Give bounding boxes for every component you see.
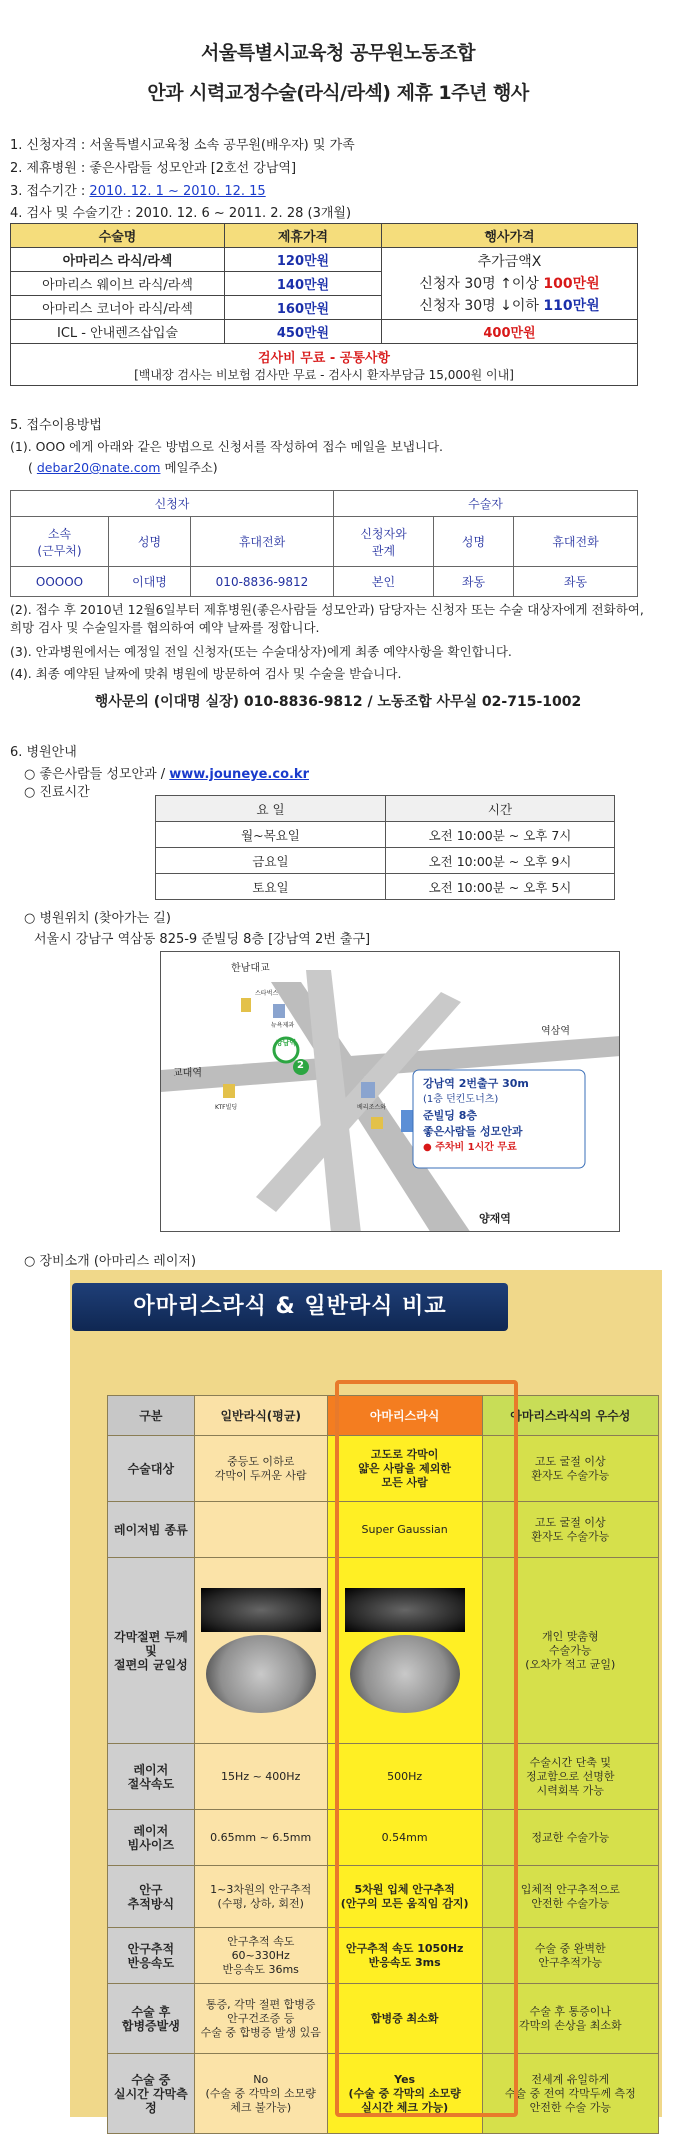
hours-day: 금요일: [156, 848, 386, 874]
event-under30-label: 신청자 30명 ↓이하: [419, 297, 544, 314]
map-info-4: 좋은사람들 성모안과: [423, 1125, 523, 1138]
cmp-cell: 15Hz ~ 400Hz: [194, 1744, 327, 1810]
cmp-cell: Yes (수술 중 각막의 소모량 실시간 체크 가능): [327, 2054, 482, 2134]
patient-group: 수술자: [334, 491, 638, 517]
cmp-cell: 통증, 각막 절편 합병증 안구건조증 등 수술 중 합병증 발생 있음: [194, 1984, 327, 2054]
cmp-cell: 정교한 수술가능: [482, 1810, 658, 1866]
cmp-cell: 합병증 최소화: [327, 1984, 482, 2054]
contact-line: 행사문의 (이대명 실장) 010-8836-9812 / 노동조합 사무실 02-715-1002: [94, 694, 582, 710]
cmp-cell: 0.65mm ~ 6.5mm: [194, 1810, 327, 1866]
cmp-cell: 고도 굴절 이상 환자도 수술가능: [482, 1502, 658, 1558]
col-org: 소속 (근무처): [11, 517, 109, 567]
building-ktf: [223, 1084, 235, 1098]
info-period-label: 3. 접수기간 :: [10, 184, 90, 199]
event-row-name: 아마리스 웨이브 라식/라섹: [11, 272, 225, 296]
event-free-line: 검사비 무료 - 공통사항: [258, 350, 390, 366]
event-header-event: 행사가격: [382, 224, 638, 248]
val-phone: 010-8836-9812: [191, 567, 334, 597]
section5-line2: (2). 접수 후 2010년 12월6일부터 제휴병원(좋은사람들 성모안과) 담당자는 신청자 또는 수술 대상자에게 전화하여, 희망 검사 및 수술일자를 협의하여 예약 날짜를 정합니다.: [10, 602, 644, 635]
cmp-cell: 전세계 유일하게 수술 중 전여 각막두께 측정 안전한 수술 가능: [482, 2054, 658, 2134]
cmp-cell: 레이저 빔사이즈: [108, 1810, 195, 1866]
event-under30: [386, 295, 633, 317]
map-info-1: 강남역 2번출구 30m: [423, 1077, 529, 1090]
table-row: [11, 567, 638, 597]
map-label-yeoksam: 역삼역: [541, 1026, 570, 1037]
col-phone: 휴대전화: [191, 517, 334, 567]
hours-header-time: 시간: [386, 796, 615, 822]
cmp-header-general: 일반라식(평균): [194, 1396, 327, 1436]
col-name: 성명: [109, 517, 191, 567]
map-info-3: 준빌딩 8층: [423, 1109, 477, 1122]
table-row: [108, 2054, 659, 2134]
map-label-gyodae: 교대역: [173, 1068, 202, 1079]
cmp-cell-images-amaris: [327, 1558, 482, 1744]
event-row-name: ICL - 안내렌즈삽입술: [11, 320, 225, 344]
cmp-cell: 고도 굴절 이상 환자도 수술가능: [482, 1436, 658, 1502]
title-line-1: 서울특별시교육청 공무원노동조합: [201, 42, 475, 64]
event-over30-label: 신청자 30명 ↑이상: [419, 275, 544, 292]
cmp-cell: 개인 맞춤형 수술가능 (오차가 적고 균일): [482, 1558, 658, 1744]
table-row: [156, 848, 615, 874]
table-row: [108, 1984, 659, 2054]
address-line: 서울시 강남구 역삼동 825-9 준빌딩 8층 [강남역 2번 출구]: [34, 932, 371, 947]
section5-heading: 5. 접수이용방법: [10, 418, 102, 433]
table-row: [156, 874, 615, 900]
building-bread: [361, 1082, 375, 1098]
event-header-price: 제휴가격: [225, 224, 382, 248]
event-free-note: [11, 344, 638, 386]
section6-heading: 6. 병원안내: [10, 745, 77, 760]
cmp-cell: 수술 중 실시간 각막측정: [108, 2054, 195, 2134]
val-relation: 본인: [334, 567, 434, 597]
hours-time: 오전 10:00분 ~ 오후 9시: [386, 848, 615, 874]
cmp-cell: 0.54mm: [327, 1810, 482, 1866]
cmp-cell: 레이저빔 종류: [108, 1502, 195, 1558]
cmp-cell: No (수술 중 각막의 소모량 체크 불가능): [194, 2054, 327, 2134]
cmp-cell: 중등도 이하로 각막이 두꺼운 사람: [194, 1436, 327, 1502]
map-info-2: (1층 던킨도너츠): [423, 1094, 499, 1105]
event-over30-price: 100만원: [543, 275, 600, 292]
cmp-cell: 안구추적 반응속도: [108, 1928, 195, 1984]
table-row: [108, 1558, 659, 1744]
info-eligibility: 1. 신청자격 : 서울특별시교육청 소속 공무원(배우자) 및 가족: [10, 138, 355, 153]
email-open: (: [28, 460, 37, 475]
val-org: OOOOO: [11, 567, 109, 597]
event-note-line: [백내장 검사는 비보험 검사만 무료 - 검사시 환자부담금 15,000원 이내]: [134, 367, 514, 382]
map-info-5: ● 주차비 1시간 무료: [423, 1142, 517, 1153]
cmp-cell: 안구 추적방식: [108, 1866, 195, 1928]
cornea-surface-image: [350, 1635, 460, 1713]
map-label-station: 강남역: [275, 1039, 297, 1047]
cmp-cell: 수술대상: [108, 1436, 195, 1502]
equip-label: ○ 장비소개 (아마리스 레이저): [24, 1254, 197, 1269]
hours-day: 토요일: [156, 874, 386, 900]
cmp-cell: 안구추적 속도 1050Hz 반응속도 3ms: [327, 1928, 482, 1984]
hours-table: [155, 795, 615, 900]
map-label-nohoon: 뉴욕제과: [271, 1022, 295, 1029]
event-extra-none: 추가금액X: [477, 253, 542, 270]
comparison-table: [107, 1395, 659, 2134]
map-label-starbucks: 스타벅스: [255, 990, 279, 997]
event-under30-price: 110만원: [543, 297, 600, 314]
info-hospital: 2. 제휴병원 : 좋은사람들 성모안과 [2호선 강남역]: [10, 161, 297, 176]
section5-line3: (3). 안과병원에서는 예정일 전일 신청자(또는 수술대상자)에게 최종 예약사항을 확인합니다.: [10, 644, 512, 659]
info-period: [10, 180, 266, 199]
info-period-value: 2010. 12. 1 ~ 2010. 12. 15: [89, 184, 266, 199]
col-relation: 신청자와 관계: [334, 517, 434, 567]
cmp-cell: 수술시간 단축 및 정교함으로 선명한 시력회복 가능: [482, 1744, 658, 1810]
event-row-price: 120만원: [225, 248, 382, 272]
comparison-header: [108, 1396, 659, 1436]
table-row: [108, 1928, 659, 1984]
table-row: [108, 1810, 659, 1866]
event-table-header: [11, 224, 638, 248]
cmp-cell: 수술 후 통증이나 각막의 손상을 최소화: [482, 1984, 658, 2054]
location-label: ○ 병원위치 (찾아가는 길): [24, 911, 171, 926]
cmp-cell: 레이저 절삭속도: [108, 1744, 195, 1810]
table-row: [108, 1436, 659, 1502]
cmp-cell: 500Hz: [327, 1744, 482, 1810]
event-header-name: 수술명: [11, 224, 225, 248]
cmp-header-category: 구분: [108, 1396, 195, 1436]
cmp-cell: 안구추적 속도 60~330Hz 반응속도 36ms: [194, 1928, 327, 1984]
map-info-text: [423, 1076, 529, 1156]
val-name: 이대명: [109, 567, 191, 597]
event-row-price: 450만원: [225, 320, 382, 344]
col-patient-phone: 휴대전화: [514, 517, 638, 567]
applicant-group-row: [11, 491, 638, 517]
event-row-price: 140만원: [225, 272, 382, 296]
table-row: [11, 248, 638, 272]
building-nohoon: [273, 1004, 285, 1018]
cornea-flap-image: [345, 1588, 465, 1632]
val-patient-name: 좌동: [434, 567, 514, 597]
map-label-yangjae: 양재역: [479, 1212, 511, 1225]
cornea-surface-image: [206, 1635, 316, 1713]
building-starbucks-3: [371, 1117, 383, 1129]
info-surgery-period: 4. 검사 및 수술기간 : 2010. 12. 6 ~ 2011. 2. 28 (3개월): [10, 206, 352, 221]
cmp-cell: 1~3차원의 안구추적 (수평, 상하, 회전): [194, 1866, 327, 1928]
hours-day: 월~목요일: [156, 822, 386, 848]
cmp-header-advantage: 아마리스라식의 우수성: [482, 1396, 658, 1436]
table-row: [11, 320, 638, 344]
event-price-cell: [382, 248, 638, 320]
hospital-line: [24, 763, 309, 782]
hospital-name: ○ 좋은사람들 성모안과 /: [24, 767, 170, 782]
event-icl-price: 400만원: [382, 320, 638, 344]
event-over30: [386, 273, 633, 295]
cmp-cell: Super Gaussian: [327, 1502, 482, 1558]
event-row-price: 160만원: [225, 296, 382, 320]
cmp-cell: 입체적 안구추적으로 안전한 수술가능: [482, 1866, 658, 1928]
applicant-group: 신청자: [11, 491, 334, 517]
table-row: [108, 1866, 659, 1928]
map-drawing: [161, 952, 620, 1232]
hours-label: ○ 진료시간: [24, 785, 90, 800]
event-row-name: 아마리스 라식/라섹: [11, 248, 225, 272]
cmp-cell: [194, 1502, 327, 1558]
cmp-header-amaris: 아마리스라식: [327, 1396, 482, 1436]
map-label-exit: 2: [297, 1060, 304, 1071]
table-row: [108, 1502, 659, 1558]
hours-time: 오전 10:00분 ~ 오후 5시: [386, 874, 615, 900]
cornea-flap-image: [201, 1588, 321, 1632]
comparison-banner: [72, 1283, 508, 1331]
cmp-cell-images-general: [194, 1558, 327, 1744]
hours-time: 오전 10:00분 ~ 오후 7시: [386, 822, 615, 848]
map-label-bread: 베리조스와: [357, 1104, 386, 1111]
comparison-banner-text: 아마리스라식 & 일반라식 비교: [133, 1294, 447, 1319]
map-label-expressway: 경부고속도로: [229, 1018, 243, 1066]
section5-email-line: [28, 458, 218, 476]
cmp-cell: 고도로 각막이 얇은 사람을 제외한 모든 사람: [327, 1436, 482, 1502]
cmp-cell: 각막절편 두께 및 절편의 균일성: [108, 1558, 195, 1744]
hospital-url-link[interactable]: www.jouneye.co.kr: [169, 767, 309, 782]
email-close: 메일주소): [160, 460, 218, 475]
section5-line1: (1). OOO 에게 아래와 같은 방법으로 신청서를 작성하여 접수 메일을 보냅니다.: [10, 439, 444, 454]
email-link[interactable]: debar20@nate.com: [36, 460, 161, 475]
title-line-2: 안과 시력교정수술(라식/라섹) 제휴 1주년 행사: [147, 82, 529, 104]
event-row-name: 아마리스 코너아 라식/라섹: [11, 296, 225, 320]
col-patient-name: 성명: [434, 517, 514, 567]
map-label-ktf: KTF빌딩: [215, 1104, 238, 1111]
section5-line4: (4). 최종 예약된 날짜에 맞춰 병원에 방문하여 검사 및 수술을 받습니다.: [10, 666, 402, 681]
building-starbucks-1: [241, 998, 251, 1012]
val-patient-phone: 좌동: [514, 567, 638, 597]
map-label-hannam: 한남대교: [231, 963, 270, 974]
event-table: [10, 223, 638, 386]
table-row: [11, 344, 638, 386]
table-row: [156, 822, 615, 848]
hours-header: [156, 796, 615, 822]
hours-header-day: 요 일: [156, 796, 386, 822]
location-map: [160, 951, 620, 1232]
applicant-table: [10, 490, 638, 597]
cmp-cell: 5차원 입체 안구추적 (안구의 모든 움직임 감지): [327, 1866, 482, 1928]
cmp-cell: 수술 중 완벽한 안구추적가능: [482, 1928, 658, 1984]
cmp-cell: 수술 후 합병증발생: [108, 1984, 195, 2054]
applicant-sub-row: [11, 517, 638, 567]
table-row: [108, 1744, 659, 1810]
